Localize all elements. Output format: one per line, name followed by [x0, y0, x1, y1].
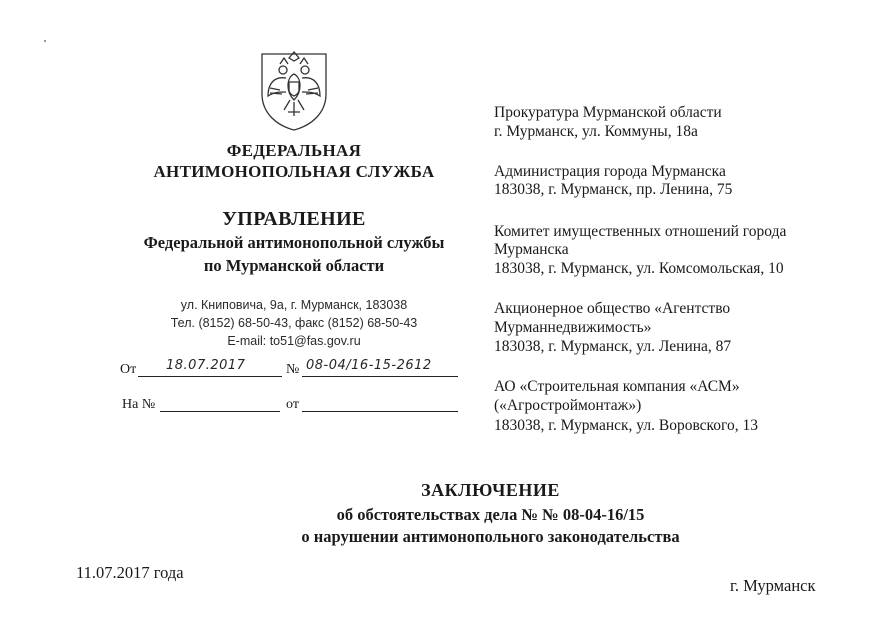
conclusion-subtitle-case: об обстоятельствах дела № № 08-04-16/15 — [336, 505, 645, 524]
agency-name-line1: ФЕДЕРАЛЬНАЯ — [226, 141, 362, 160]
document-city: г. Мурманск — [730, 576, 816, 595]
recipient-1-name: Прокуратура Мурманской области — [494, 104, 722, 121]
recipient-2-address: 183038, г. Мурманск, пр. Ленина, 75 — [494, 181, 733, 198]
number-label: № — [286, 362, 300, 377]
scan-speck — [44, 40, 46, 42]
recipient-3-address: 183038, г. Мурманск, ул. Комсомольская, 10 — [494, 260, 784, 277]
reply-number-label: На № — [122, 397, 156, 412]
reply-date-label: от — [286, 397, 299, 412]
conclusion-title: ЗАКЛЮЧЕНИЕ — [421, 480, 560, 500]
recipient-4-name-cont: Мурманнедвижимость» — [494, 319, 652, 336]
address-line: ул. Книповича, 9а, г. Мурманск, 183038 — [180, 298, 408, 312]
recipient-1-address: г. Мурманск, ул. Коммуны, 18а — [494, 123, 698, 140]
recipient-4-name: Акционерное общество «Агентство — [494, 300, 731, 317]
recipient-5-name: АО «Строительная компания «АСМ» — [494, 378, 740, 395]
phone-line: Тел. (8152) 68-50-43, факс (8152) 68-50-43 — [170, 316, 418, 330]
department-title: УПРАВЛЕНИЕ — [222, 208, 366, 230]
agency-name-line2: АНТИМОНОПОЛЬНАЯ СЛУЖБА — [153, 162, 435, 181]
from-label: От — [120, 362, 137, 377]
recipient-5-address: 183038, г. Мурманск, ул. Воровского, 13 — [494, 417, 759, 434]
document-date: 11.07.2017 года — [76, 563, 184, 582]
email-line: E-mail: to51@fas.gov.ru — [227, 334, 361, 348]
from-date-handwritten: 18.07.2017 — [166, 358, 246, 373]
recipient-4-address: 183038, г. Мурманск, ул. Ленина, 87 — [494, 338, 732, 355]
recipient-5-name-cont: («Агростроймонтаж») — [494, 397, 642, 414]
conclusion-subtitle-violation: о нарушении антимонопольного законодательства — [301, 527, 680, 546]
reply-date-line — [302, 397, 458, 412]
reply-number-line — [160, 397, 280, 412]
recipient-3-name: Комитет имущественных отношений города — [494, 223, 787, 240]
number-handwritten: 08-04/16-15-2612 — [306, 358, 432, 373]
coat-of-arms-icon — [256, 48, 332, 132]
department-line1: Федеральной антимонопольной службы — [143, 233, 445, 252]
recipient-2-name: Администрация города Мурманска — [494, 163, 726, 180]
recipient-3-name-cont: Мурманска — [494, 241, 569, 258]
department-line2: по Мурманской области — [203, 256, 385, 275]
